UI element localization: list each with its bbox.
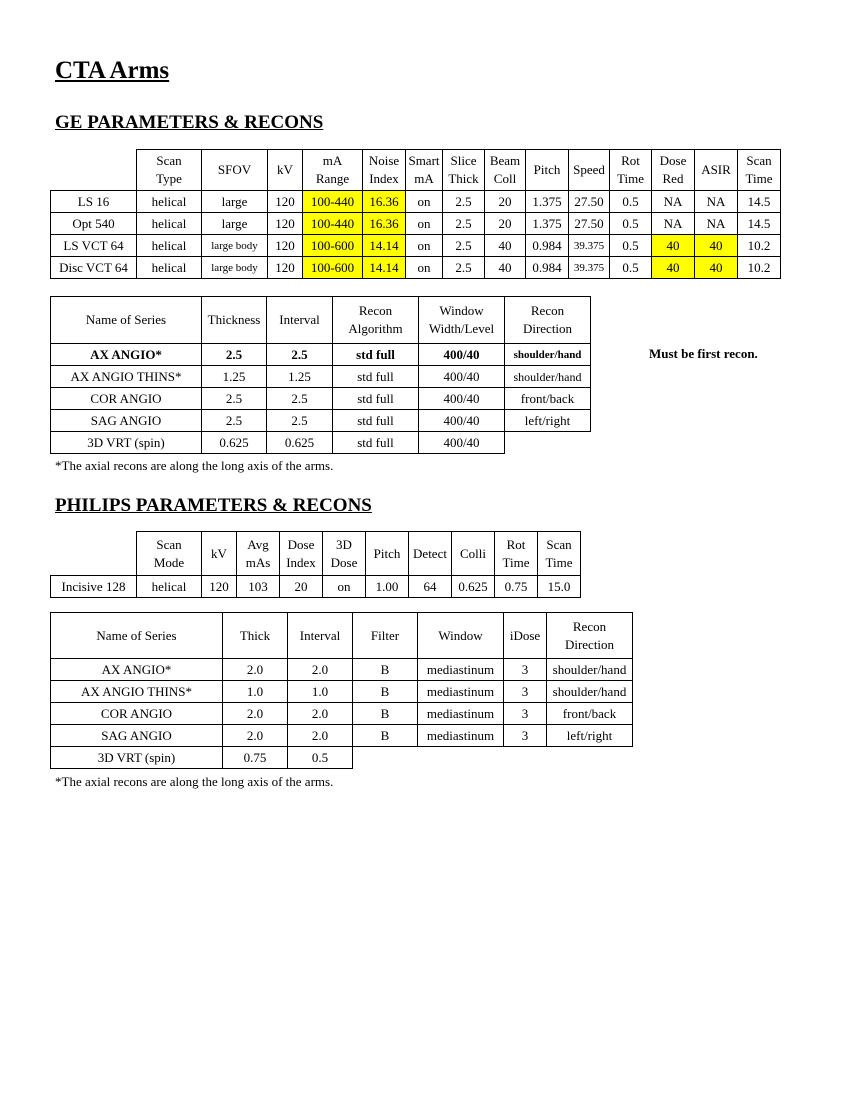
table-cell: 120: [268, 213, 303, 235]
table-cell: 0.5: [288, 747, 353, 769]
table-cell: 0.625: [267, 432, 333, 454]
table-row: [51, 659, 633, 681]
table-cell: std full: [333, 432, 419, 454]
table-cell: 3: [504, 681, 547, 703]
table-cell-highlighted: 100-440: [303, 213, 363, 235]
table-cell: 0.984: [526, 235, 569, 257]
table-cell: 120: [268, 191, 303, 213]
series-name: AX ANGIO*: [51, 659, 223, 681]
series-name: 3D VRT (spin): [51, 747, 223, 769]
table-row: [51, 344, 591, 366]
table-cell: NA: [695, 213, 738, 235]
table-cell-highlighted: 16.36: [363, 213, 406, 235]
table-row: [51, 725, 633, 747]
table-cell: 2.5: [443, 191, 485, 213]
philips-footnote: *The axial recons are along the long axis of the arms.: [55, 774, 334, 789]
series-name: AX ANGIO*: [51, 344, 202, 366]
philips-recons-table: [50, 612, 633, 769]
table-cell: 0.5: [610, 257, 652, 279]
table-cell: 2.5: [443, 257, 485, 279]
table-cell: 0.625: [452, 576, 495, 598]
ge-recons-header-algorithm: Recon Algorithm: [333, 297, 419, 344]
table-cell: mediastinum: [418, 659, 504, 681]
ge-recons-table: [50, 296, 591, 454]
ph-header-rot-time: Rot Time: [495, 532, 538, 576]
table-cell: 1.375: [526, 191, 569, 213]
table-cell: on: [406, 235, 443, 257]
table-row: [51, 388, 591, 410]
ge-header-sfov: SFOV: [202, 150, 268, 191]
ph-header-scan-time: Scan Time: [538, 532, 581, 576]
ph-header-detect: Detect: [409, 532, 452, 576]
ge-header-ma-range: mA Range: [303, 150, 363, 191]
table-cell-highlighted: 40: [652, 257, 695, 279]
scanner-name: Opt 540: [51, 213, 137, 235]
ge-recons-header-interval: Interval: [267, 297, 333, 344]
table-cell: 1.25: [267, 366, 333, 388]
table-row: [51, 410, 591, 432]
table-cell: 1.0: [223, 681, 288, 703]
table-cell: 0.75: [495, 576, 538, 598]
series-name: SAG ANGIO: [51, 410, 202, 432]
table-row: [51, 681, 633, 703]
table-cell: 2.5: [267, 388, 333, 410]
table-cell-highlighted: 16.36: [363, 191, 406, 213]
table-row: [51, 191, 781, 213]
table-cell: 0.625: [202, 432, 267, 454]
table-cell: 39.375: [569, 257, 610, 279]
scanner-name: Incisive 128: [51, 576, 137, 598]
ge-header-slice-thick: Slice Thick: [443, 150, 485, 191]
ge-recons-header-window: Window Width/Level: [419, 297, 505, 344]
ge-header-pitch: Pitch: [526, 150, 569, 191]
table-cell: B: [353, 725, 418, 747]
table-cell: 2.0: [223, 659, 288, 681]
table-cell: 20: [485, 191, 526, 213]
table-cell: 10.2: [738, 235, 781, 257]
philips-recons-header-row: [51, 613, 633, 659]
series-name: COR ANGIO: [51, 703, 223, 725]
table-row: [51, 703, 633, 725]
table-cell: B: [353, 659, 418, 681]
ge-header-scan-type: Scan Type: [137, 150, 202, 191]
philips-section-heading: PHILIPS PARAMETERS & RECONS: [55, 495, 372, 516]
table-cell: std full: [333, 410, 419, 432]
table-row: [51, 747, 633, 769]
table-cell-highlighted: 14.14: [363, 235, 406, 257]
ge-recons-header-row: [51, 297, 591, 344]
ph-recons-header-thick: Thick: [223, 613, 288, 659]
ph-header-pitch: Pitch: [366, 532, 409, 576]
table-cell: on: [323, 576, 366, 598]
ge-recons-header-thickness: Thickness: [202, 297, 267, 344]
table-cell: 20: [485, 213, 526, 235]
ge-params-header-row: [51, 150, 781, 191]
ph-header-avg-mas: Avg mAs: [237, 532, 280, 576]
page-title: CTA Arms: [55, 57, 170, 84]
empty-cell: [504, 747, 547, 769]
table-cell: 0.75: [223, 747, 288, 769]
ph-recons-header-name: Name of Series: [51, 613, 223, 659]
table-cell: 2.0: [223, 703, 288, 725]
table-cell: 120: [268, 235, 303, 257]
table-cell-highlighted: 40: [652, 235, 695, 257]
scanner-name: Disc VCT 64: [51, 257, 137, 279]
table-cell: 14.5: [738, 213, 781, 235]
table-cell: 1.00: [366, 576, 409, 598]
ph-header-kv: kV: [202, 532, 237, 576]
table-cell: 27.50: [569, 213, 610, 235]
table-cell-highlighted: 100-600: [303, 235, 363, 257]
ge-parameters-table: [50, 149, 781, 279]
table-cell: 2.5: [202, 344, 267, 366]
table-cell: on: [406, 257, 443, 279]
table-cell: 400/40: [419, 432, 505, 454]
table-cell: 2.5: [443, 235, 485, 257]
scanner-name: LS VCT 64: [51, 235, 137, 257]
table-row: [51, 576, 581, 598]
table-cell: helical: [137, 235, 202, 257]
ge-header-beam-coll: Beam Coll: [485, 150, 526, 191]
table-cell: 3: [504, 725, 547, 747]
empty-cell: [505, 432, 591, 454]
table-cell: 0.5: [610, 191, 652, 213]
ph-recons-header-idose: iDose: [504, 613, 547, 659]
table-cell: 40: [485, 257, 526, 279]
table-cell: 2.5: [202, 410, 267, 432]
philips-parameters-table: [50, 531, 581, 598]
first-recon-note: Must be first recon.: [649, 346, 758, 361]
table-cell: 400/40: [419, 344, 505, 366]
table-cell: std full: [333, 344, 419, 366]
table-cell: shoulder/hand: [547, 659, 633, 681]
ph-header-3d-dose: 3D Dose: [323, 532, 366, 576]
table-cell: 400/40: [419, 366, 505, 388]
table-cell: large: [202, 191, 268, 213]
table-cell-highlighted: 40: [695, 235, 738, 257]
table-cell: 27.50: [569, 191, 610, 213]
ge-header-kv: kV: [268, 150, 303, 191]
series-name: 3D VRT (spin): [51, 432, 202, 454]
table-cell: B: [353, 703, 418, 725]
table-cell: on: [406, 213, 443, 235]
table-cell: 2.5: [202, 388, 267, 410]
table-cell: 0.5: [610, 235, 652, 257]
ge-params-corner: [51, 150, 137, 191]
ph-header-dose-index: Dose Index: [280, 532, 323, 576]
table-cell: front/back: [547, 703, 633, 725]
table-cell: 1.375: [526, 213, 569, 235]
table-cell: on: [406, 191, 443, 213]
table-cell: mediastinum: [418, 725, 504, 747]
table-cell: 103: [237, 576, 280, 598]
table-cell: 2.0: [223, 725, 288, 747]
table-cell: 2.0: [288, 725, 353, 747]
table-cell: 1.0: [288, 681, 353, 703]
table-row: [51, 432, 591, 454]
ge-header-scan-time: Scan Time: [738, 150, 781, 191]
table-cell: 2.5: [267, 410, 333, 432]
table-cell: 400/40: [419, 388, 505, 410]
empty-cell: [547, 747, 633, 769]
table-cell: 400/40: [419, 410, 505, 432]
ge-header-smart-ma: Smart mA: [406, 150, 443, 191]
series-name: COR ANGIO: [51, 388, 202, 410]
ge-header-speed: Speed: [569, 150, 610, 191]
table-cell: 10.2: [738, 257, 781, 279]
table-cell: 39.375: [569, 235, 610, 257]
series-name: SAG ANGIO: [51, 725, 223, 747]
table-cell: 0.984: [526, 257, 569, 279]
ge-header-rot-time: Rot Time: [610, 150, 652, 191]
table-cell: 3: [504, 703, 547, 725]
table-cell: std full: [333, 366, 419, 388]
table-cell: B: [353, 681, 418, 703]
ph-header-colli: Colli: [452, 532, 495, 576]
philips-params-corner: [51, 532, 137, 576]
table-cell: helical: [137, 576, 202, 598]
ph-recons-header-direction: Recon Direction: [547, 613, 633, 659]
table-cell: helical: [137, 191, 202, 213]
table-cell: mediastinum: [418, 703, 504, 725]
table-cell: std full: [333, 388, 419, 410]
table-row: [51, 257, 781, 279]
ge-section-heading: GE PARAMETERS & RECONS: [55, 112, 324, 133]
philips-params-header-row: [51, 532, 581, 576]
table-cell: 120: [202, 576, 237, 598]
table-cell: 120: [268, 257, 303, 279]
table-cell: 0.5: [610, 213, 652, 235]
table-row: [51, 235, 781, 257]
table-cell: left/right: [547, 725, 633, 747]
table-cell: helical: [137, 213, 202, 235]
table-cell: 14.5: [738, 191, 781, 213]
table-cell: left/right: [505, 410, 591, 432]
table-cell: shoulder/hand: [547, 681, 633, 703]
ph-header-scan-mode: Scan Mode: [137, 532, 202, 576]
table-cell: 1.25: [202, 366, 267, 388]
table-cell: NA: [652, 191, 695, 213]
table-cell: NA: [652, 213, 695, 235]
table-cell: shoulder/hand: [505, 344, 591, 366]
ge-header-noise-index: Noise Index: [363, 150, 406, 191]
table-cell-highlighted: 100-440: [303, 191, 363, 213]
ge-header-asir: ASIR: [695, 150, 738, 191]
ge-header-dose-red: Dose Red: [652, 150, 695, 191]
table-cell: shoulder/hand: [505, 366, 591, 388]
table-cell: mediastinum: [418, 681, 504, 703]
series-name: AX ANGIO THINS*: [51, 681, 223, 703]
table-cell: 2.0: [288, 703, 353, 725]
table-cell: 3: [504, 659, 547, 681]
ge-recons-header-name: Name of Series: [51, 297, 202, 344]
ge-recons-header-direction: Recon Direction: [505, 297, 591, 344]
ge-footnote: *The axial recons are along the long axis of the arms.: [55, 458, 334, 473]
table-row: [51, 213, 781, 235]
ph-recons-header-interval: Interval: [288, 613, 353, 659]
ph-recons-header-window: Window: [418, 613, 504, 659]
table-cell: large body: [202, 257, 268, 279]
table-cell: large body: [202, 235, 268, 257]
table-cell: 2.5: [267, 344, 333, 366]
table-cell-highlighted: 100-600: [303, 257, 363, 279]
table-cell-highlighted: 14.14: [363, 257, 406, 279]
table-cell: 64: [409, 576, 452, 598]
table-cell: 15.0: [538, 576, 581, 598]
ph-recons-header-filter: Filter: [353, 613, 418, 659]
table-row: [51, 366, 591, 388]
table-cell-highlighted: 40: [695, 257, 738, 279]
series-name: AX ANGIO THINS*: [51, 366, 202, 388]
table-cell: 2.0: [288, 659, 353, 681]
empty-cell: [353, 747, 418, 769]
table-cell: NA: [695, 191, 738, 213]
empty-cell: [418, 747, 504, 769]
table-cell: 20: [280, 576, 323, 598]
table-cell: helical: [137, 257, 202, 279]
table-cell: front/back: [505, 388, 591, 410]
table-cell: large: [202, 213, 268, 235]
table-cell: 40: [485, 235, 526, 257]
table-cell: 2.5: [443, 213, 485, 235]
scanner-name: LS 16: [51, 191, 137, 213]
